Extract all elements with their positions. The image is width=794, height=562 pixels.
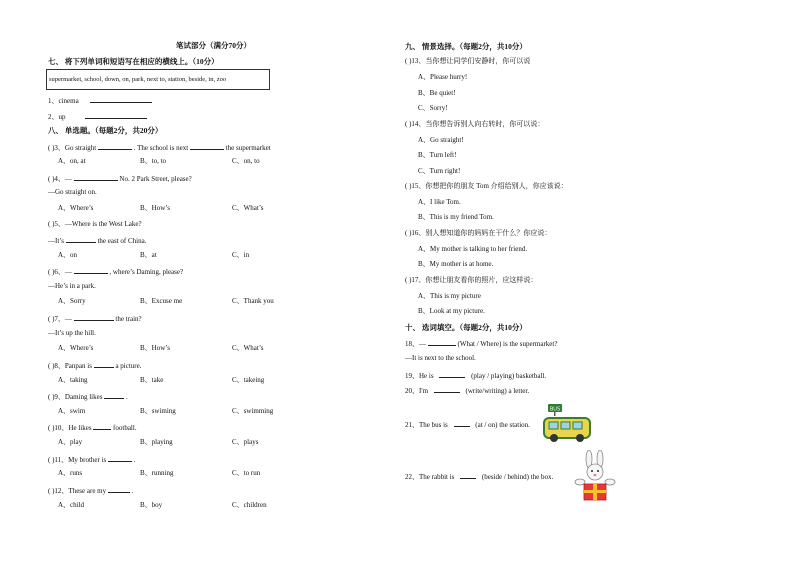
question-1-word: 1、cinema [48, 97, 79, 105]
option-b[interactable]: B、How’s [140, 204, 170, 212]
rabbit-eye [597, 470, 599, 472]
option-b[interactable]: B、Excuse me [140, 297, 183, 305]
option-b[interactable]: B、My mother is at home. [418, 260, 494, 268]
option-b[interactable]: B、to, to [140, 157, 167, 165]
option-c[interactable]: C、to run [232, 469, 261, 477]
question-6-stem: ( )6、— [48, 268, 72, 276]
question-10 [48, 422, 137, 433]
section-9-title: 九、 情景选择。（每题2分，共10分） [405, 42, 527, 51]
question-12-end: . [131, 487, 134, 495]
question-7-stem: ( )7、— [48, 315, 72, 323]
question-9-end: . [125, 393, 128, 401]
rabbit-box-illustration [572, 450, 618, 504]
option-c[interactable]: C、Sorry! [418, 104, 448, 112]
option-a[interactable]: A、Please hurry! [418, 73, 468, 81]
answer-blank[interactable] [190, 142, 224, 150]
question-6-response: —He’s in a park. [48, 282, 96, 290]
question-11 [48, 454, 136, 465]
word-box [46, 69, 270, 90]
option-a[interactable]: A、play [58, 438, 83, 446]
option-c[interactable]: C、takeing [232, 376, 265, 384]
option-a[interactable]: A、Where’s [58, 344, 94, 352]
answer-blank[interactable] [439, 370, 465, 378]
option-b[interactable]: B、at [140, 251, 157, 259]
question-2 [48, 111, 147, 122]
question-4-response: —Go straight on. [48, 188, 97, 196]
question-15: ( )15、你想把你的朋友 Tom 介绍给别人，你应该说： [405, 182, 568, 190]
question-7-response: —It’s up the hill. [48, 329, 96, 337]
question-8-stem: ( )8、Panpan is [48, 362, 92, 370]
question-10-end: football. [113, 424, 137, 432]
question-7 [48, 313, 142, 324]
section-7-title: 七、 将下列单词和短语写在相应的横线上。（10分） [48, 57, 219, 66]
question-12-stem: ( )12、These are my [48, 487, 107, 495]
answer-blank[interactable] [104, 391, 124, 399]
question-18-text: (What / Where) is the supermarket? [457, 340, 558, 348]
bus-window [561, 422, 570, 429]
question-6 [48, 266, 183, 277]
answer-blank[interactable] [108, 454, 132, 462]
bus-sign-text: BUS [549, 406, 561, 413]
question-21 [405, 419, 530, 430]
rabbit-head [587, 464, 603, 480]
option-c[interactable]: C、swimming [232, 407, 274, 415]
question-19-text: (play / playing) basketball. [471, 372, 547, 380]
question-13: ( )13、当你想让同学们安静时，你可以说 [405, 57, 531, 65]
option-c[interactable]: C、What’s [232, 204, 264, 212]
question-3-end: the supermarket [225, 144, 271, 152]
option-a[interactable]: A、taking [58, 376, 88, 384]
option-c[interactable]: C、on, to [232, 157, 260, 165]
question-12 [48, 485, 133, 496]
question-3-middle: . The school is next [133, 144, 189, 152]
question-4-end: No. 2 Park Street, please? [119, 175, 192, 183]
bus-wheel [576, 434, 584, 442]
question-3-stem: ( )3、Go straight [48, 144, 97, 152]
question-9-stem: ( )9、Daming likes [48, 393, 103, 401]
option-b[interactable]: B、playing [140, 438, 173, 446]
answer-line-2[interactable] [85, 111, 147, 119]
answer-blank[interactable] [434, 385, 460, 393]
question-1 [48, 95, 152, 106]
bus-window [549, 422, 558, 429]
rabbit-nose [594, 474, 597, 476]
question-19-stem: 19、He is [405, 372, 434, 380]
question-9 [48, 391, 128, 402]
question-21-text: (at / on) the station. [475, 421, 530, 429]
question-5-response-end: the east of China. [97, 237, 147, 245]
answer-line-1[interactable] [90, 95, 152, 103]
word-box-text: supermarket, school, down, on, park, next to, station, beside, in, zoo [49, 76, 227, 83]
option-a[interactable]: A、My mother is talking to her friend. [418, 245, 528, 253]
question-3 [48, 142, 271, 153]
question-22-text: (beside / behind) the box. [481, 473, 554, 481]
question-20 [405, 385, 529, 396]
question-18 [405, 338, 557, 349]
option-b[interactable]: B、How’s [140, 344, 170, 352]
option-b[interactable]: B、Be quiet! [418, 89, 456, 97]
question-5-response-start: —It’s [48, 237, 64, 245]
option-a[interactable]: A、on, at [58, 157, 86, 165]
question-21-stem: 21、The bus is [405, 421, 448, 429]
question-11-end: . [133, 456, 136, 464]
question-4 [48, 173, 192, 184]
question-18-number: 18、— [405, 340, 426, 348]
option-a[interactable]: A、swim [58, 407, 86, 415]
option-c[interactable]: C、in [232, 251, 250, 259]
option-b[interactable]: B、Look at my picture. [418, 307, 485, 315]
option-a[interactable]: A、Sorry [58, 297, 86, 305]
answer-blank[interactable] [98, 142, 132, 150]
rabbit-arm [575, 479, 585, 485]
option-a[interactable]: A、Go straight! [418, 136, 464, 144]
option-b[interactable]: B、boy [140, 501, 163, 509]
question-11-stem: ( )11、My brother is [48, 456, 107, 464]
question-6-end: , where’s Daming, please? [109, 268, 184, 276]
answer-blank[interactable] [66, 235, 96, 243]
section-8-title: 八、 单选题。（每题2分，共20分） [48, 126, 163, 135]
option-a[interactable]: A、on [58, 251, 78, 259]
option-c[interactable]: C、plays [232, 438, 259, 446]
question-8 [48, 360, 142, 371]
option-b[interactable]: B、take [140, 376, 164, 384]
option-a[interactable]: A、This is my picture [418, 292, 481, 300]
answer-blank[interactable] [74, 266, 108, 274]
bus-window [573, 422, 582, 429]
written-part-header: 笔试部分（满分70分） [176, 41, 251, 50]
option-b[interactable]: B、Turn left! [418, 151, 457, 159]
answer-blank[interactable] [108, 485, 130, 493]
option-b[interactable]: B、running [140, 469, 174, 477]
option-c[interactable]: C、Thank you [232, 297, 274, 305]
question-10-stem: ( )10、He likes [48, 424, 92, 432]
option-a[interactable]: A、I like Tom. [418, 198, 461, 206]
question-18-response: —It is next to the school. [405, 354, 476, 362]
bus-illustration [540, 402, 596, 444]
answer-blank[interactable] [94, 360, 114, 368]
option-a[interactable]: A、Where’s [58, 204, 94, 212]
answer-blank[interactable] [454, 419, 470, 427]
question-5-response [48, 235, 146, 246]
question-19 [405, 370, 546, 381]
answer-blank[interactable] [428, 338, 456, 346]
question-20-stem: 20、I'm [405, 387, 429, 395]
answer-blank[interactable] [460, 471, 476, 479]
question-22 [405, 471, 553, 482]
question-22-stem: 22、The rabbit is [405, 473, 455, 481]
option-a[interactable]: A、child [58, 501, 85, 509]
question-14: ( )14、当你想告诉别人向右转时，你可以说： [405, 120, 545, 128]
gift-ribbon [584, 490, 606, 493]
question-20-text: (write/writing) a letter. [465, 387, 530, 395]
question-17: ( )17、你想让朋友看你的照片，应这样说： [405, 276, 538, 284]
answer-blank[interactable] [74, 173, 118, 181]
option-c[interactable]: C、children [232, 501, 267, 509]
option-c[interactable]: C、What’s [232, 344, 264, 352]
option-b[interactable]: B、This is my friend Tom. [418, 213, 494, 221]
question-8-end: a picture. [115, 362, 142, 370]
option-c[interactable]: C、Turn right! [418, 167, 461, 175]
answer-blank[interactable] [93, 422, 111, 430]
answer-blank[interactable] [74, 313, 114, 321]
option-a[interactable]: A、runs [58, 469, 83, 477]
rabbit-eye [591, 470, 593, 472]
rabbit-arm [605, 479, 615, 485]
section-10-title: 十、 选词填空。（每题2分，共10分） [405, 323, 527, 332]
question-2-word: 2、up [48, 113, 66, 121]
question-7-end: the train? [115, 315, 142, 323]
question-5: ( )5、—Where is the West Lake? [48, 220, 142, 228]
option-b[interactable]: B、swiming [140, 407, 176, 415]
question-16: ( )16、别人想知道你的妈妈在干什么？你应说： [405, 229, 552, 237]
bus-wheel [550, 434, 558, 442]
question-4-stem: ( )4、— [48, 175, 72, 183]
